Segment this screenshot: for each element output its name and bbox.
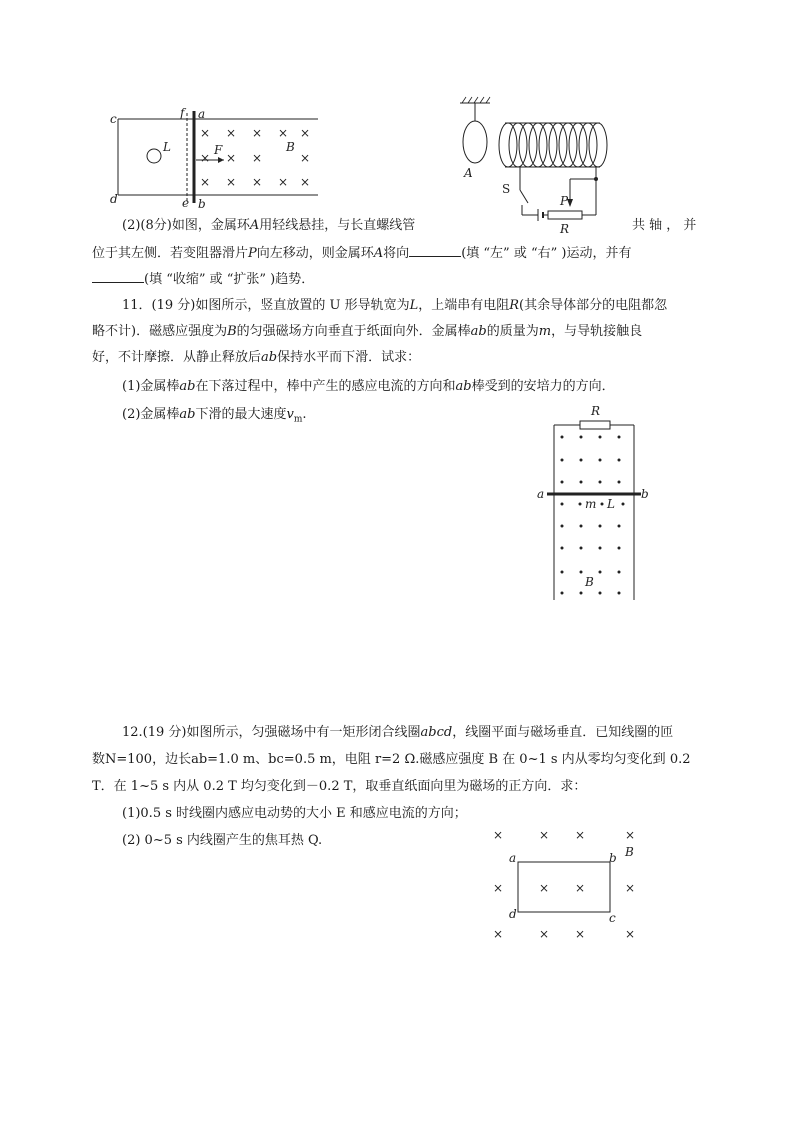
q11-line1: 11．(19 分)如图所示，竖直放置的 U 形导轨宽为L，上端串有电阻R(其余导体部分的电阻都忽 [122, 298, 668, 313]
q12-part1: (1)0.5 s 时线圈内感应电动势的大小 E 和感应电流的方向； [122, 806, 467, 821]
q12-line3: T．在 1~5 s 内从 0.2 T 均匀变化到－0.2 T，取垂直纸面向里为磁场的正方向．求： [92, 779, 587, 794]
q12-part2: (2) 0~5 s 内线圈产生的焦耳热 Q. [122, 833, 323, 848]
field-cross: × [226, 151, 237, 165]
field-cross: × [226, 126, 237, 140]
field-cross: × [300, 151, 311, 165]
label-a: a [198, 107, 206, 121]
field-cross: × [493, 828, 504, 842]
q11-part2: (2)金属棒ab下滑的最大速度$v_m$. [122, 407, 307, 425]
figure-rect-coil [485, 822, 645, 947]
figure-ring-solenoid [450, 95, 630, 235]
field-cross: × [539, 927, 550, 941]
field-cross: × [575, 828, 586, 842]
q10-part2-line2: 位于其左侧．若变阻器滑片P向左移动，则金属环A将向 (填 “左” 或 “右” )运动，并有 [92, 246, 632, 261]
field-cross: × [252, 175, 263, 189]
answer-blank[interactable] [92, 270, 144, 283]
field-cross: × [539, 828, 550, 842]
field-cross: × [226, 175, 237, 189]
field-cross: × [200, 151, 211, 165]
field-cross: × [300, 175, 311, 189]
q12-line2: 数N=100，边长ab=1.0 m、bc=0.5 m，电阻 r=2 Ω.磁感应强度 B 在 0~1 s 内从零均匀变化到 0.2 [92, 752, 691, 767]
label-L: L [607, 497, 615, 511]
label-b: b [609, 851, 617, 865]
field-cross: × [278, 126, 289, 140]
field-cross: × [575, 881, 586, 895]
field-cross: × [575, 927, 586, 941]
field-dots [561, 436, 625, 595]
q11-line3: 好，不计摩擦．从静止释放后ab保持水平而下滑．试求： [92, 350, 421, 365]
field-cross: × [252, 126, 263, 140]
label-B: B [585, 575, 594, 589]
label-L: L [163, 140, 171, 154]
label-c: c [609, 911, 616, 925]
label-c: c [110, 112, 117, 126]
q11-line2: 略不计)．磁感应强度为B的匀强磁场方向垂直于纸面向外．金属棒ab的质量为m，与导轨接触良 [92, 324, 643, 339]
figure-rail-field [100, 105, 330, 210]
field-cross: × [278, 175, 289, 189]
q12-line1: 12.(19 分)如图所示，匀强磁场中有一矩形闭合线圈abcd，线圈平面与磁场垂直．已知线圈的匝 [122, 725, 674, 740]
field-cross: × [625, 881, 636, 895]
label-B: B [286, 140, 295, 154]
field-cross: × [200, 175, 211, 189]
label-b: b [641, 487, 649, 501]
label-f: f [180, 106, 185, 120]
label-e: e [182, 196, 190, 210]
label-b: b [198, 197, 206, 210]
q11-part1: (1)金属棒ab在下落过程中，棒中产生的感应电流的方向和ab棒受到的安培力的方向． [122, 379, 615, 394]
label-R: R [560, 222, 570, 235]
label-B: B [625, 845, 634, 859]
field-cross: × [493, 881, 504, 895]
field-cross: × [300, 126, 311, 140]
label-m: m [585, 497, 597, 511]
field-cross: × [493, 927, 504, 941]
field-cross: × [252, 151, 263, 165]
label-R: R [591, 404, 601, 418]
label-d: d [509, 907, 517, 921]
label-a: a [537, 487, 545, 501]
label-F: F [214, 143, 223, 157]
answer-blank[interactable] [409, 244, 461, 257]
field-cross: × [625, 927, 636, 941]
label-S: S [502, 182, 511, 196]
q10-part2-line1: (2)(8分)如图，金属环A用轻线悬挂，与长直螺线管 [122, 218, 416, 233]
field-cross: × [625, 828, 636, 842]
field-cross: × [200, 126, 211, 140]
label-P: P [560, 194, 569, 208]
label-d: d [110, 192, 118, 206]
label-a: a [509, 851, 517, 865]
field-cross: × [539, 881, 550, 895]
q10-part2-line3: (填 “收缩” 或 “扩张” )趋势． [92, 270, 314, 290]
label-A: A [464, 166, 473, 180]
q10-part2-line1-end: 共 轴 ， 并 [632, 218, 697, 233]
figure-vertical-rails [535, 400, 655, 605]
